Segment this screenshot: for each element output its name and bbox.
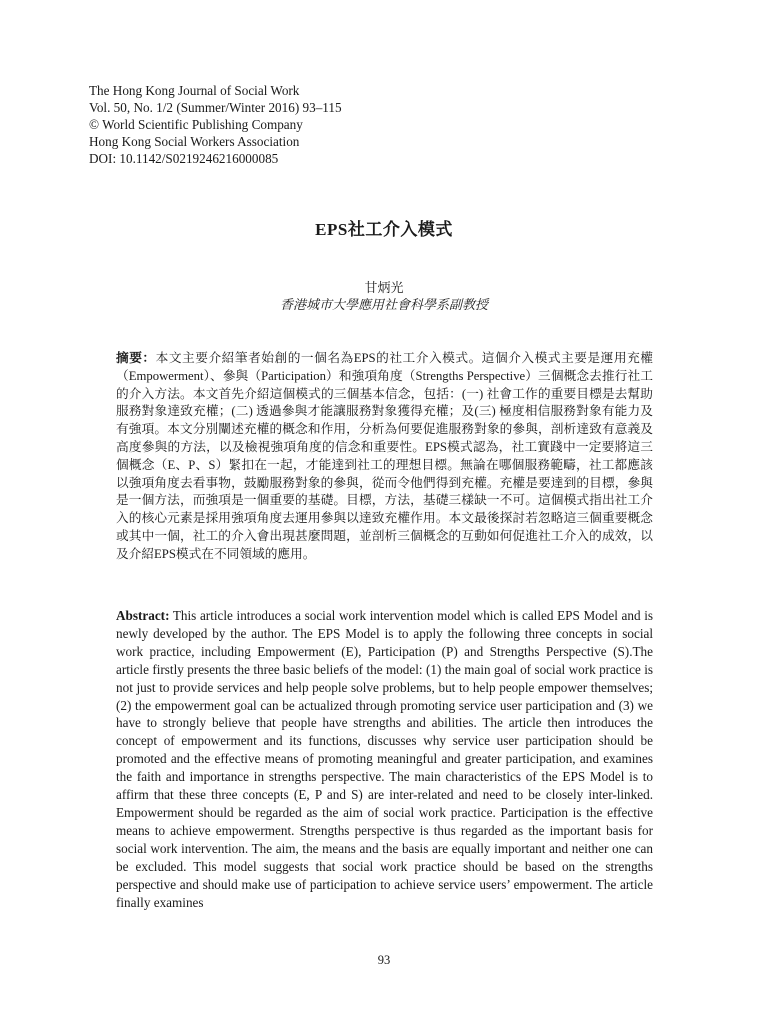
journal-association: Hong Kong Social Workers Association xyxy=(89,134,300,149)
article-title: EPS社工介入模式 xyxy=(315,220,453,239)
journal-copyright: © World Scientific Publishing Company xyxy=(89,117,303,132)
abstract-english-label: Abstract: xyxy=(116,608,170,623)
abstract-chinese xyxy=(116,350,653,564)
author-name: 甘炳光 xyxy=(364,280,404,295)
journal-name: The Hong Kong Journal of Social Work xyxy=(89,83,300,98)
abstract-chinese-text: 本文主要介紹筆者始創的一個名為EPS的社工介入模式。這個介入模式主要是運用充權（Empowerment）、參與（Participation）和強項角度（Strengths Perspective）三個概念去推行社工的介入方法。本文首先介紹這個模式的三個基本信念，包括：(一) 社會工作的重要目標是去幫助服務對象達致充權；(二) 透過參與才能讓服務對象獲得充權；及(三) 極度相信服務對象有能力及有強項。本文分別闡述充權的概念和作用，分析為何要促進服務對象的參與，剖析達致有意義及高度參與的方法，以及檢視強項角度的信念和重要性。EPS模式認為，社工實踐中一定要將這三個概念（E、P、S）緊扣在一起，才能達到社工的理想目標。無論在哪個服務範疇，社工都應該以強項角度去看事物，鼓勵服務對象的參與，從而令他們得到充權。充權是要達到的目標，參與是一個方法，而強項是一個重要的基礎。目標，方法，基礎三樣缺一不可。這個模式指出社工介入的核心元素是採用強項角度去運用參與以達致充權作用。本文最後探討若忽略這三個重要概念或其中一個，社工的介入會出現甚麼問題，並剖析三個概念的互動如何促進社工介入的成效，以及介紹EPS模式在不同領域的應用。 xyxy=(116,351,653,561)
journal-volume: Vol. 50, No. 1/2 (Summer/Winter 2016) 93–115 xyxy=(89,100,342,115)
journal-doi: DOI: 10.1142/S0219246216000085 xyxy=(89,151,279,166)
abstract-english xyxy=(116,607,653,911)
abstract-english-text: This article introduces a social work intervention model which is called EPS Model and is newly developed by the author. The EPS Model is to apply the following three concepts in social work practice, including Empowerment (E), Participation (P) and Strengths Perspective (S).The article firstly presents the three basic beliefs of the model: (1) the main goal of social work practice is not just to provide services and help people solve problems, but to help people empower themselves; (2) the empowerment goal can be actualized through promoting service user participation and (3) we have to strongly believe that people have strengths and abilities. The article then introduces the concept of empowerment and its functions, discusses why service user participation should be promoted and the effective means of promoting meaningful and greater participation, and examines the faith and importance in strengths perspective. The main characteristics of the EPS Model is to affirm that these three concepts (E, P and S) are inter-related and need to be closely inter-linked. Empowerment should be regarded as the aim of social work practice. Participation is the effective means to achieve empowerment. Strengths perspective is thus regarded as the important basis for social work intervention. The aim, the means and the basis are equally important and neither one can be excluded. This model suggests that social work practice should be based on the strengths perspective and should make use of participation to achieve service users’ empowerment. The article finally examines xyxy=(116,608,653,910)
author-affiliation: 香港城市大學應用社會科學系副教授 xyxy=(279,297,488,312)
abstract-chinese-label: 摘要： xyxy=(116,351,156,365)
page-number: 93 xyxy=(377,953,391,967)
journal-info xyxy=(89,82,649,167)
